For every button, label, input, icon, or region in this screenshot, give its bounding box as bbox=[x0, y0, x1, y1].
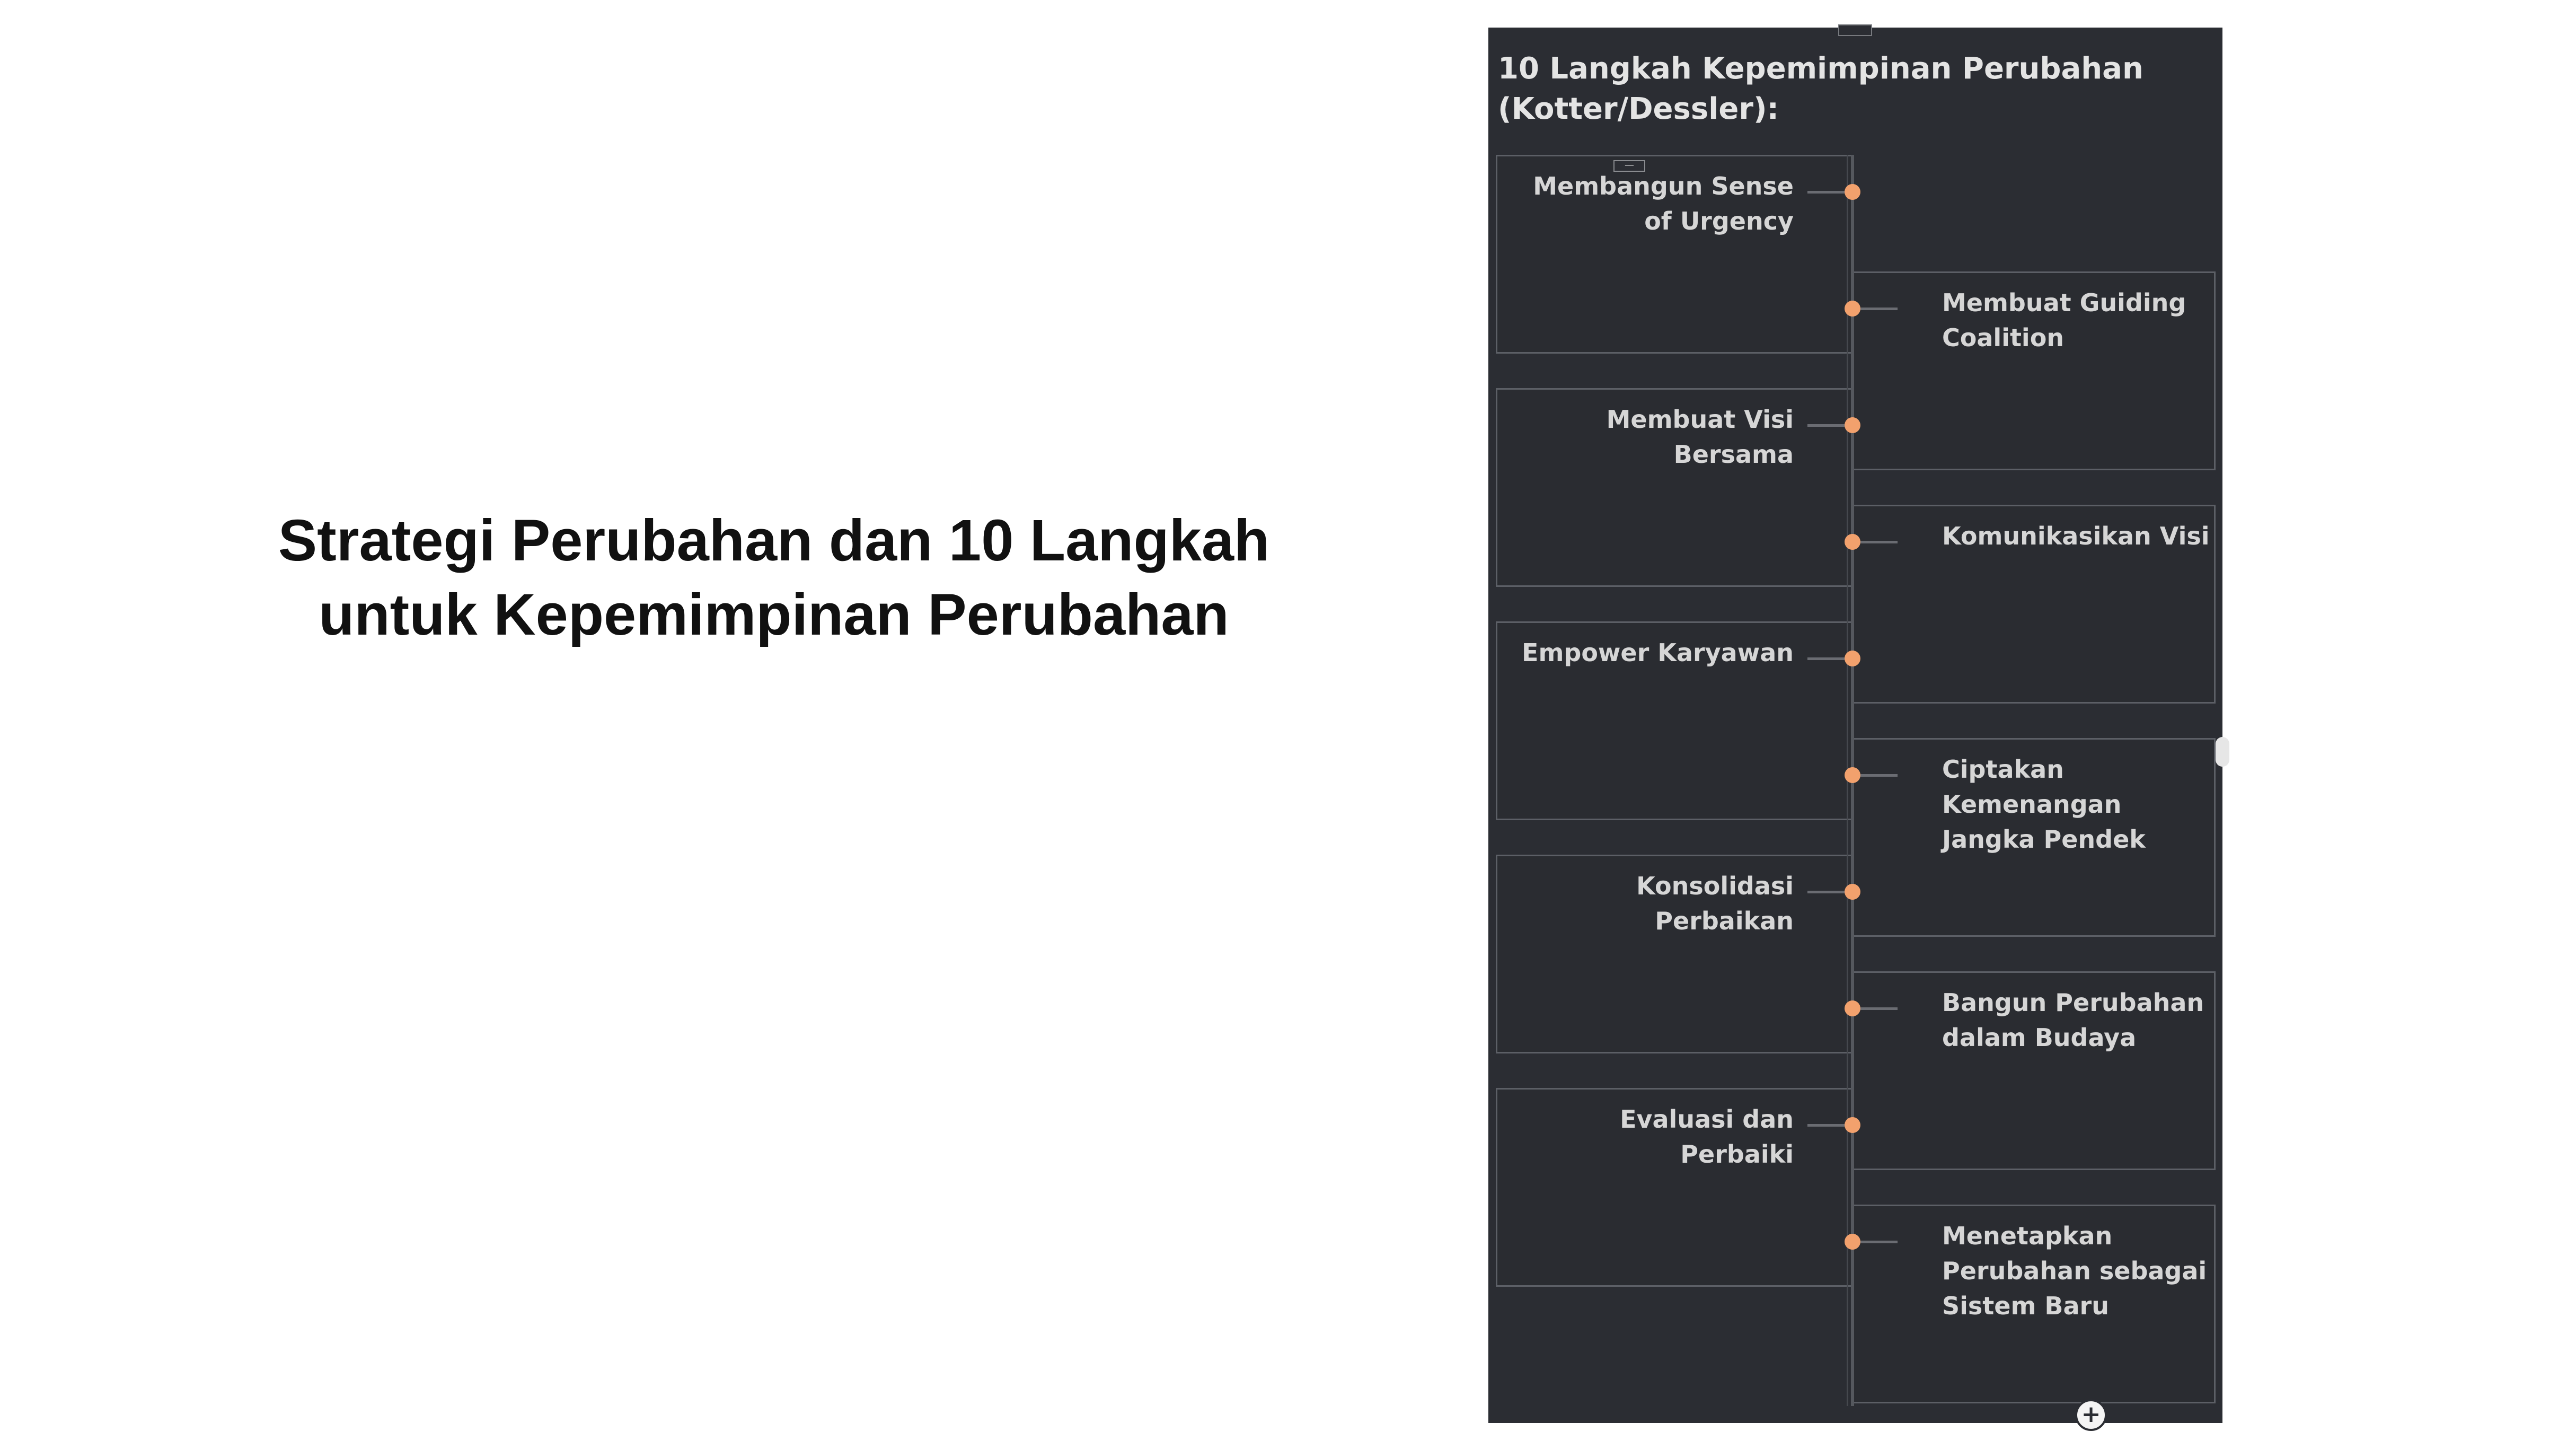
step-connector bbox=[1860, 1007, 1898, 1010]
step-label-line: Bersama bbox=[1673, 440, 1794, 469]
slide-title-line-2: untuk Kepemimpinan Perubahan bbox=[319, 582, 1229, 647]
step-label-line: Evaluasi dan bbox=[1620, 1105, 1794, 1134]
step-node-dot[interactable] bbox=[1845, 651, 1860, 666]
step-label-line: Menetapkan bbox=[1942, 1222, 2113, 1250]
step-node-dot[interactable] bbox=[1845, 301, 1860, 317]
add-step-button[interactable]: + bbox=[2075, 1399, 2107, 1431]
step-label-line: Ciptakan bbox=[1942, 755, 2064, 784]
step-label-line: Coalition bbox=[1942, 323, 2065, 352]
card-drag-handle-icon[interactable]: — bbox=[1613, 160, 1645, 172]
step-label bbox=[1942, 985, 2210, 1055]
step-connector bbox=[1860, 308, 1898, 310]
step-connector bbox=[1807, 657, 1845, 660]
slide-title bbox=[191, 504, 1357, 652]
step-label bbox=[1499, 402, 1794, 472]
step-label-line: Konsolidasi bbox=[1636, 872, 1794, 900]
step-node-dot[interactable] bbox=[1845, 417, 1860, 433]
step-connector bbox=[1807, 191, 1845, 194]
step-label bbox=[1942, 519, 2210, 554]
step-label bbox=[1499, 635, 1794, 670]
slide-title-line-1: Strategi Perubahan dan 10 Langkah bbox=[278, 508, 1270, 573]
step-node-dot[interactable] bbox=[1845, 534, 1860, 550]
step-label-line: Kemenangan bbox=[1942, 790, 2122, 819]
step-label-line: Membuat Visi bbox=[1606, 405, 1794, 434]
step-label bbox=[1942, 285, 2210, 355]
panel-title bbox=[1498, 49, 2187, 129]
step-node-dot[interactable] bbox=[1845, 184, 1860, 200]
step-label-line: Komunikasikan Visi bbox=[1942, 522, 2210, 550]
step-connector bbox=[1807, 891, 1845, 893]
step-label-line: Bangun Perubahan bbox=[1942, 988, 2204, 1017]
step-label-line: Membangun Sense bbox=[1533, 172, 1794, 200]
step-connector bbox=[1807, 424, 1845, 427]
step-label-line: dalam Budaya bbox=[1942, 1023, 2137, 1052]
step-label-line: Sistem Baru bbox=[1942, 1292, 2109, 1320]
step-connector bbox=[1860, 774, 1898, 777]
panel-side-resize-handle[interactable] bbox=[2216, 737, 2229, 767]
step-node-dot[interactable] bbox=[1845, 1117, 1860, 1133]
step-label bbox=[1942, 752, 2210, 857]
step-label-line: Membuat Guiding bbox=[1942, 288, 2186, 317]
step-label-line: of Urgency bbox=[1644, 207, 1794, 235]
step-label-line: Perubahan sebagai bbox=[1942, 1257, 2207, 1285]
step-label bbox=[1499, 1102, 1794, 1172]
step-node-dot[interactable] bbox=[1845, 767, 1860, 783]
step-label bbox=[1499, 169, 1794, 239]
panel-title-line-2: (Kotter/Dessler): bbox=[1498, 92, 1779, 126]
step-connector bbox=[1807, 1124, 1845, 1127]
step-node-dot[interactable] bbox=[1845, 884, 1860, 900]
step-node-dot[interactable] bbox=[1845, 1000, 1860, 1016]
timeline-panel[interactable] bbox=[1488, 28, 2222, 1428]
step-label-line: Jangka Pendek bbox=[1942, 825, 2146, 854]
step-node-dot[interactable] bbox=[1845, 1234, 1860, 1250]
step-label-line: Perbaikan bbox=[1655, 907, 1794, 935]
step-label-line: Empower Karyawan bbox=[1522, 638, 1794, 667]
step-label bbox=[1499, 868, 1794, 938]
step-label-line: Perbaiki bbox=[1680, 1140, 1794, 1169]
step-connector bbox=[1860, 1241, 1898, 1243]
step-connector bbox=[1860, 541, 1898, 543]
panel-top-resize-handle[interactable] bbox=[1838, 24, 1872, 36]
step-label bbox=[1942, 1218, 2210, 1323]
panel-title-line-1: 10 Langkah Kepemimpinan Perubahan bbox=[1498, 51, 2143, 86]
